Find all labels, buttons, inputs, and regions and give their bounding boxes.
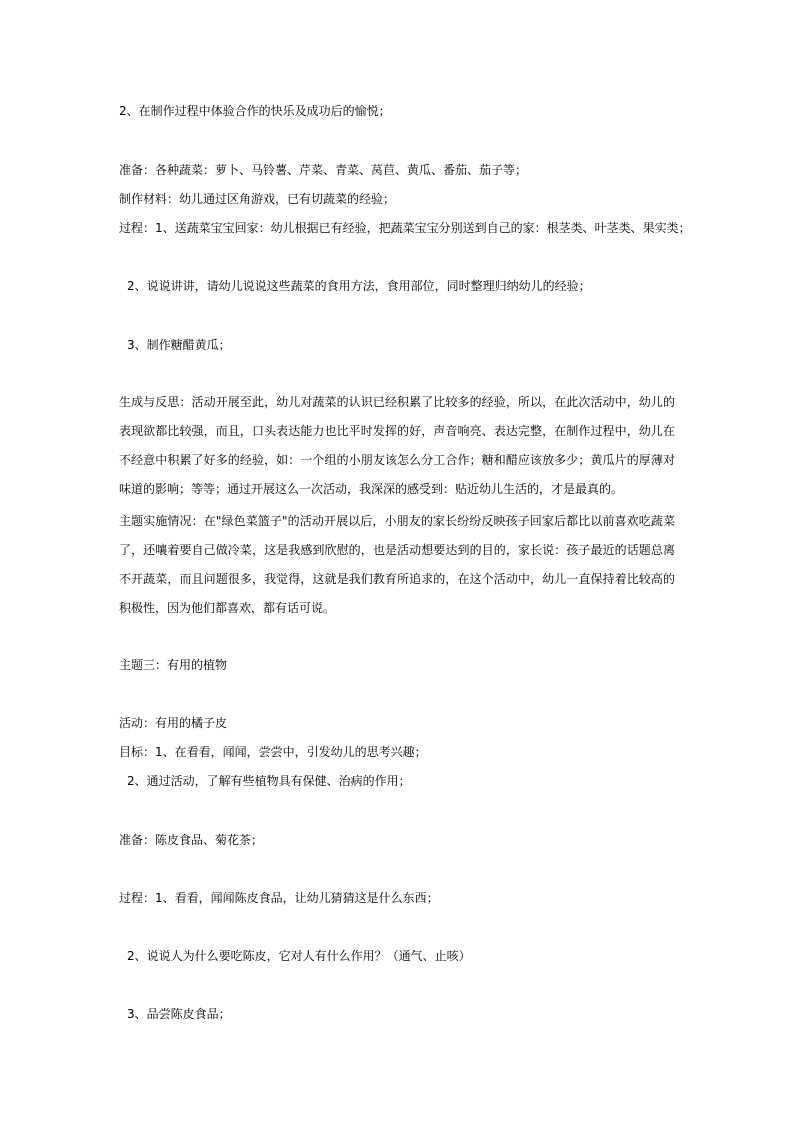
materials-text: 制作材料：幼儿通过区角游戏，已有切蔬菜的经验； — [119, 192, 396, 206]
target-2-text: 2、通过活动，了解有些植物具有保健、治病的作用； — [127, 774, 411, 788]
preparation-text: 准备：各种蔬菜：萝卜、马铃薯、芹菜、青菜、莴苣、黄瓜、番茄、茄子等； — [119, 163, 528, 177]
goal-2-text: 2、在制作过程中体验合作的快乐及成功后的愉悦； — [119, 104, 391, 118]
implementation-paragraph: 主题实施情况：在"绿色菜篮子"的活动开展以后，小朋友的家长纷纷反映孩子回家后都比以前喜欢吃蔬菜了，还嚷着要自己做冷菜，这是我感到欣慰的，也是活动想要达到的目的，家长说：孩子最近的话题总离不开蔬菜，而且问题很多，我觉得，这就是我们教育所追求的，在这个活动中，幼儿一直保持着比较高的积极性，因为他们都喜欢，都有话可说。 — [119, 514, 675, 615]
process-step-1-text: 过程：1、送蔬菜宝宝回家：幼儿根据已有经验，把蔬菜宝宝分别送到自己的家：根茎类、叶茎类、果实类； — [119, 221, 691, 235]
reflection-paragraph: 生成与反思：活动开展至此，幼儿对蔬菜的认识已经积累了比较多的经验，所以，在此次活动中，幼儿的表现欲都比较强，而且，口头表达能力也比平时发挥的好，声音响亮、表达完整，在制作过程中，幼儿在不经意中积累了好多的经验，如：一个组的小朋友该怎么分工合作；糖和醋应该放多少；黄瓜片的厚薄对味道的影响；等等；通过开展这么一次活动，我深深的感受到：贴近幼儿生活的，才是最真的。 — [119, 395, 675, 496]
process-step-3-text: 3、制作糖醋黄瓜； — [127, 338, 231, 352]
process-b-step-1-text: 过程：1、看看，闻闻陈皮食品，让幼儿猜猜这是什么东西； — [119, 891, 439, 905]
process-step-2-text: 2、说说讲讲，请幼儿说说这些蔬菜的食用方法，食用部位，同时整理归纳幼儿的经验； — [127, 279, 591, 293]
process-b-step-3-text: 3、品尝陈皮食品； — [127, 1007, 231, 1021]
activity-title: 活动：有用的橘子皮 — [119, 716, 228, 730]
target-1-text: 目标：1、在看看，闻闻，尝尝中，引发幼儿的思考兴趣； — [119, 745, 427, 759]
process-b-step-2-text: 2、说说人为什么要吃陈皮，它对人有什么作用？（通气、止咳） — [127, 949, 471, 963]
preparation-2-text: 准备：陈皮食品、菊花茶； — [119, 833, 264, 847]
theme-3-heading: 主题三：有用的植物 — [119, 658, 228, 672]
